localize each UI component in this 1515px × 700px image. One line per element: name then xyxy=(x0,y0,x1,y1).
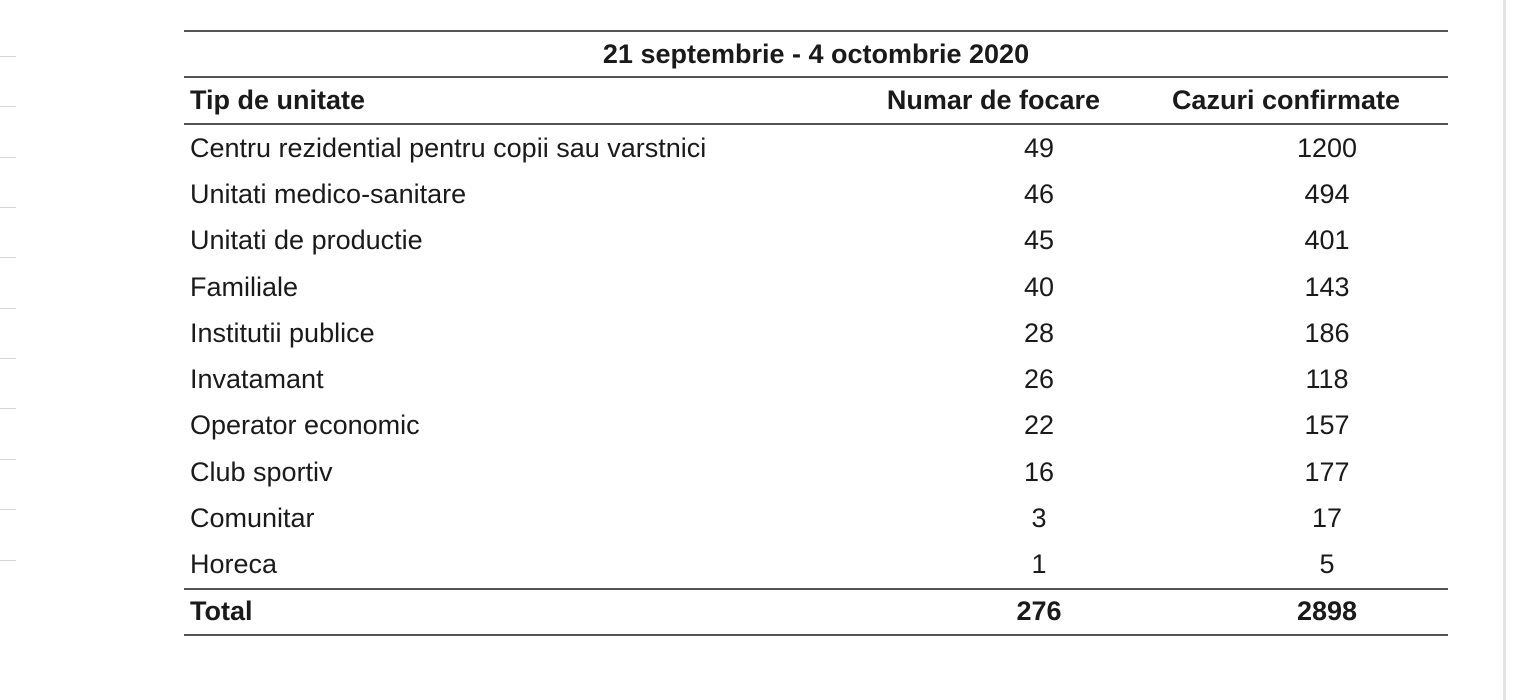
margin-tick xyxy=(0,459,16,460)
table-title: 21 septembrie - 4 octombrie 2020 xyxy=(184,31,1448,77)
margin-tick xyxy=(0,358,16,359)
table-row xyxy=(184,403,1448,449)
cases-cell: 177 xyxy=(1304,456,1350,487)
cases-cell: 157 xyxy=(1304,410,1350,441)
margin-tick xyxy=(0,106,16,107)
outbreaks-cell: 49 xyxy=(1023,132,1055,163)
header-unit-type: Tip de unitate xyxy=(184,77,844,124)
total-cases: 2898 xyxy=(1144,589,1448,635)
header-confirmed-cases: Cazuri confirmate xyxy=(1144,77,1448,124)
header-outbreaks: Numar de focare xyxy=(844,77,1144,124)
table-row xyxy=(184,310,1448,356)
unit-type-cell: Horeca xyxy=(190,549,278,580)
cases-cell: 1200 xyxy=(1296,132,1358,163)
unit-type-cell: Unitati medico-sanitare xyxy=(190,178,467,209)
unit-type-cell: Institutii publice xyxy=(190,317,375,348)
table-header-row xyxy=(184,77,1448,124)
unit-type-cell: Operator economic xyxy=(190,410,420,441)
cases-cell: 118 xyxy=(1305,364,1349,395)
margin-tick xyxy=(0,56,16,57)
cases-cell: 5 xyxy=(1319,549,1335,580)
unit-type-cell: Centru rezidential pentru copii sau varstnici xyxy=(190,132,707,163)
outbreaks-cell: 45 xyxy=(1023,225,1055,256)
table-row xyxy=(184,264,1448,310)
outbreaks-cell: 26 xyxy=(1023,364,1055,395)
unit-type-cell: Comunitar xyxy=(190,503,315,534)
cases-cell: 494 xyxy=(1304,178,1350,209)
table-row xyxy=(184,449,1448,495)
outbreak-table-container xyxy=(184,30,1448,636)
cases-cell: 186 xyxy=(1304,317,1350,348)
outbreaks-cell: 28 xyxy=(1023,317,1055,348)
margin-tick xyxy=(0,509,16,510)
margin-tick xyxy=(0,560,16,561)
table-row xyxy=(184,124,1448,171)
total-outbreaks: 276 xyxy=(844,589,1144,635)
outbreaks-cell: 46 xyxy=(1023,178,1055,209)
outbreaks-cell: 1 xyxy=(1031,549,1047,580)
outbreaks-cell: 3 xyxy=(1031,503,1047,534)
left-margin-ticks xyxy=(0,0,20,700)
table-row xyxy=(184,356,1448,402)
total-label: Total xyxy=(184,589,844,635)
unit-type-cell: Club sportiv xyxy=(190,456,333,487)
outbreak-table xyxy=(184,30,1448,636)
outbreaks-cell: 22 xyxy=(1023,410,1055,441)
margin-tick xyxy=(0,257,16,258)
table-row xyxy=(184,542,1448,589)
outbreaks-cell: 16 xyxy=(1023,456,1055,487)
cases-cell: 401 xyxy=(1304,225,1350,256)
table-title-row xyxy=(184,31,1448,77)
margin-tick xyxy=(0,207,16,208)
margin-tick xyxy=(0,408,16,409)
cases-cell: 17 xyxy=(1311,503,1343,534)
table-row xyxy=(184,171,1448,217)
outbreaks-cell: 40 xyxy=(1023,271,1055,302)
table-row xyxy=(184,495,1448,541)
cases-cell: 143 xyxy=(1304,271,1350,302)
unit-type-cell: Unitati de productie xyxy=(190,225,423,256)
page-right-edge xyxy=(1503,0,1506,700)
table-row xyxy=(184,218,1448,264)
unit-type-cell: Invatamant xyxy=(190,364,324,395)
margin-tick xyxy=(0,308,16,309)
margin-tick xyxy=(0,157,16,158)
table-total-row xyxy=(184,589,1448,635)
unit-type-cell: Familiale xyxy=(190,271,299,302)
